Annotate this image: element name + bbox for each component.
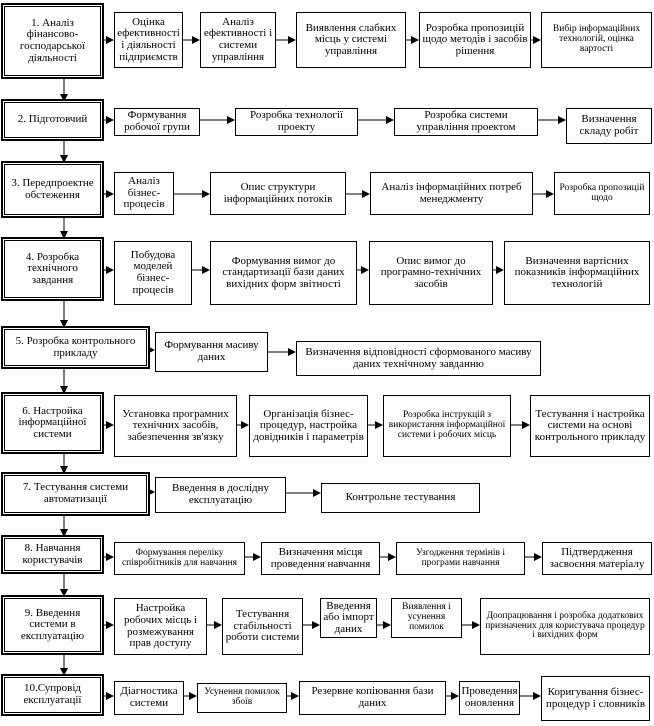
stage-9-step-1: Настройка робочих місць і розмежування прав доступу: [114, 598, 207, 655]
stage-10-step-1: Діагностика системи: [114, 681, 184, 715]
stage-10-step-3: Резервне копіювання бази даних: [299, 681, 446, 715]
stage-2: 2. Підготовчий: [2, 100, 103, 140]
stage-5: 5. Розробка контрольного прикладу: [2, 327, 149, 368]
stage-4-step-4: Визначення вартісних показників інформаційних технологій: [504, 241, 650, 305]
stage-9: 9. Введення системи в експлуатацію: [2, 596, 103, 654]
stage-4-step-3: Опис вимог до програмно-технічних засобів: [369, 241, 493, 305]
stage-1-step-1: Оцінка ефективності і діяльності підприємств: [114, 12, 183, 68]
stage-4: 4. Розробка технічного завдання: [2, 238, 103, 300]
stage-7: 7. Тестування системи автоматизації: [2, 473, 149, 515]
stage-10-step-4: Проведення оновлення: [459, 681, 520, 715]
stage-9-step-5: Доопрацювання і розробка додаткових призначених для користувача процедур і вихідних форм: [480, 598, 650, 655]
stage-8-step-3: Узгодження термінів і програми навчання: [396, 542, 525, 575]
stage-3-step-4: Розробка пропозицій щодо: [554, 172, 650, 215]
stage-2-step-4: Визначення складу робіт: [566, 108, 652, 144]
stage-1: 1. Аналіз фінансово-господарської діяльності: [2, 4, 103, 78]
stage-6-step-1: Установка програмних технічних засобів, забезпечення зв'язку: [114, 395, 237, 457]
stage-2-step-2: Розробка технології проекту: [235, 108, 358, 136]
stage-6-step-2: Організація бізнес-процедур, настройка довідників і параметрів: [249, 395, 368, 457]
stage-9-step-2: Тестування стабільності роботи системи: [222, 598, 303, 655]
stage-3: 3. Передпроектне обстеження: [2, 162, 103, 217]
stage-8-step-1: Формування переліку співробітників для навчання: [114, 542, 245, 575]
stage-1-step-2: Аналіз ефективності і системи управління: [200, 12, 276, 68]
stage-4-step-2: Формування вимог до стандартизації бази даних вихідних форм звітності: [210, 241, 357, 305]
stage-3-step-2: Опис структури інформаційних потоків: [210, 172, 346, 215]
stage-10-step-2: Усунення помилок збоїв: [197, 683, 287, 713]
stage-8-step-2: Визначення місця проведення навчання: [261, 542, 380, 575]
stage-9-step-4: Виявлення і усунення помилок: [391, 598, 462, 638]
stage-10-step-5: Коригування бізнес-процедур і словників: [541, 676, 650, 721]
stage-1-step-5: Вибір інформаційних технологій, оцінка вартості: [541, 12, 652, 68]
stage-6-step-4: Тестування і настройка системи на основі контрольного прикладу: [530, 395, 650, 457]
stage-1-step-4: Розробка пропозицій щодо методів і засобів рішення: [419, 12, 531, 68]
stage-3-step-1: Аналіз бізнес-процесів: [114, 172, 174, 215]
stage-5-step-2: Визначення відповідності сформованого масиву даних технічному завданню: [296, 341, 541, 376]
stage-7-step-1: Введення в дослідну експлуатацію: [155, 477, 286, 513]
stage-8-step-4: Підтвердження засвоєння матеріалу: [542, 542, 652, 575]
stage-5-step-1: Формування масиву даних: [155, 332, 268, 372]
stage-3-step-3: Аналіз інформаційних потреб менеджменту: [370, 172, 533, 215]
stage-6: 6. Настройка інформаційної системи: [2, 393, 103, 453]
stage-6-step-3: Розробка інструкцій з використання інформаційної системи і робочих місць: [383, 395, 511, 457]
stage-2-step-3: Розробка системи управління проектом: [394, 108, 538, 136]
stage-9-step-3: Введення або імпорт даних: [320, 598, 377, 638]
stage-2-step-1: Формування робочої групи: [114, 108, 200, 136]
stage-1-step-3: Виявлення слабких місць у системі управління: [296, 12, 406, 68]
stage-4-step-1: Побудова моделей бізнес-процесів: [114, 241, 192, 305]
stage-10: 10.Супровід експлуатації: [2, 675, 103, 715]
stage-8: 8. Навчання користувачів: [2, 536, 103, 573]
stage-7-step-2: Контрольне тестування: [321, 483, 480, 513]
